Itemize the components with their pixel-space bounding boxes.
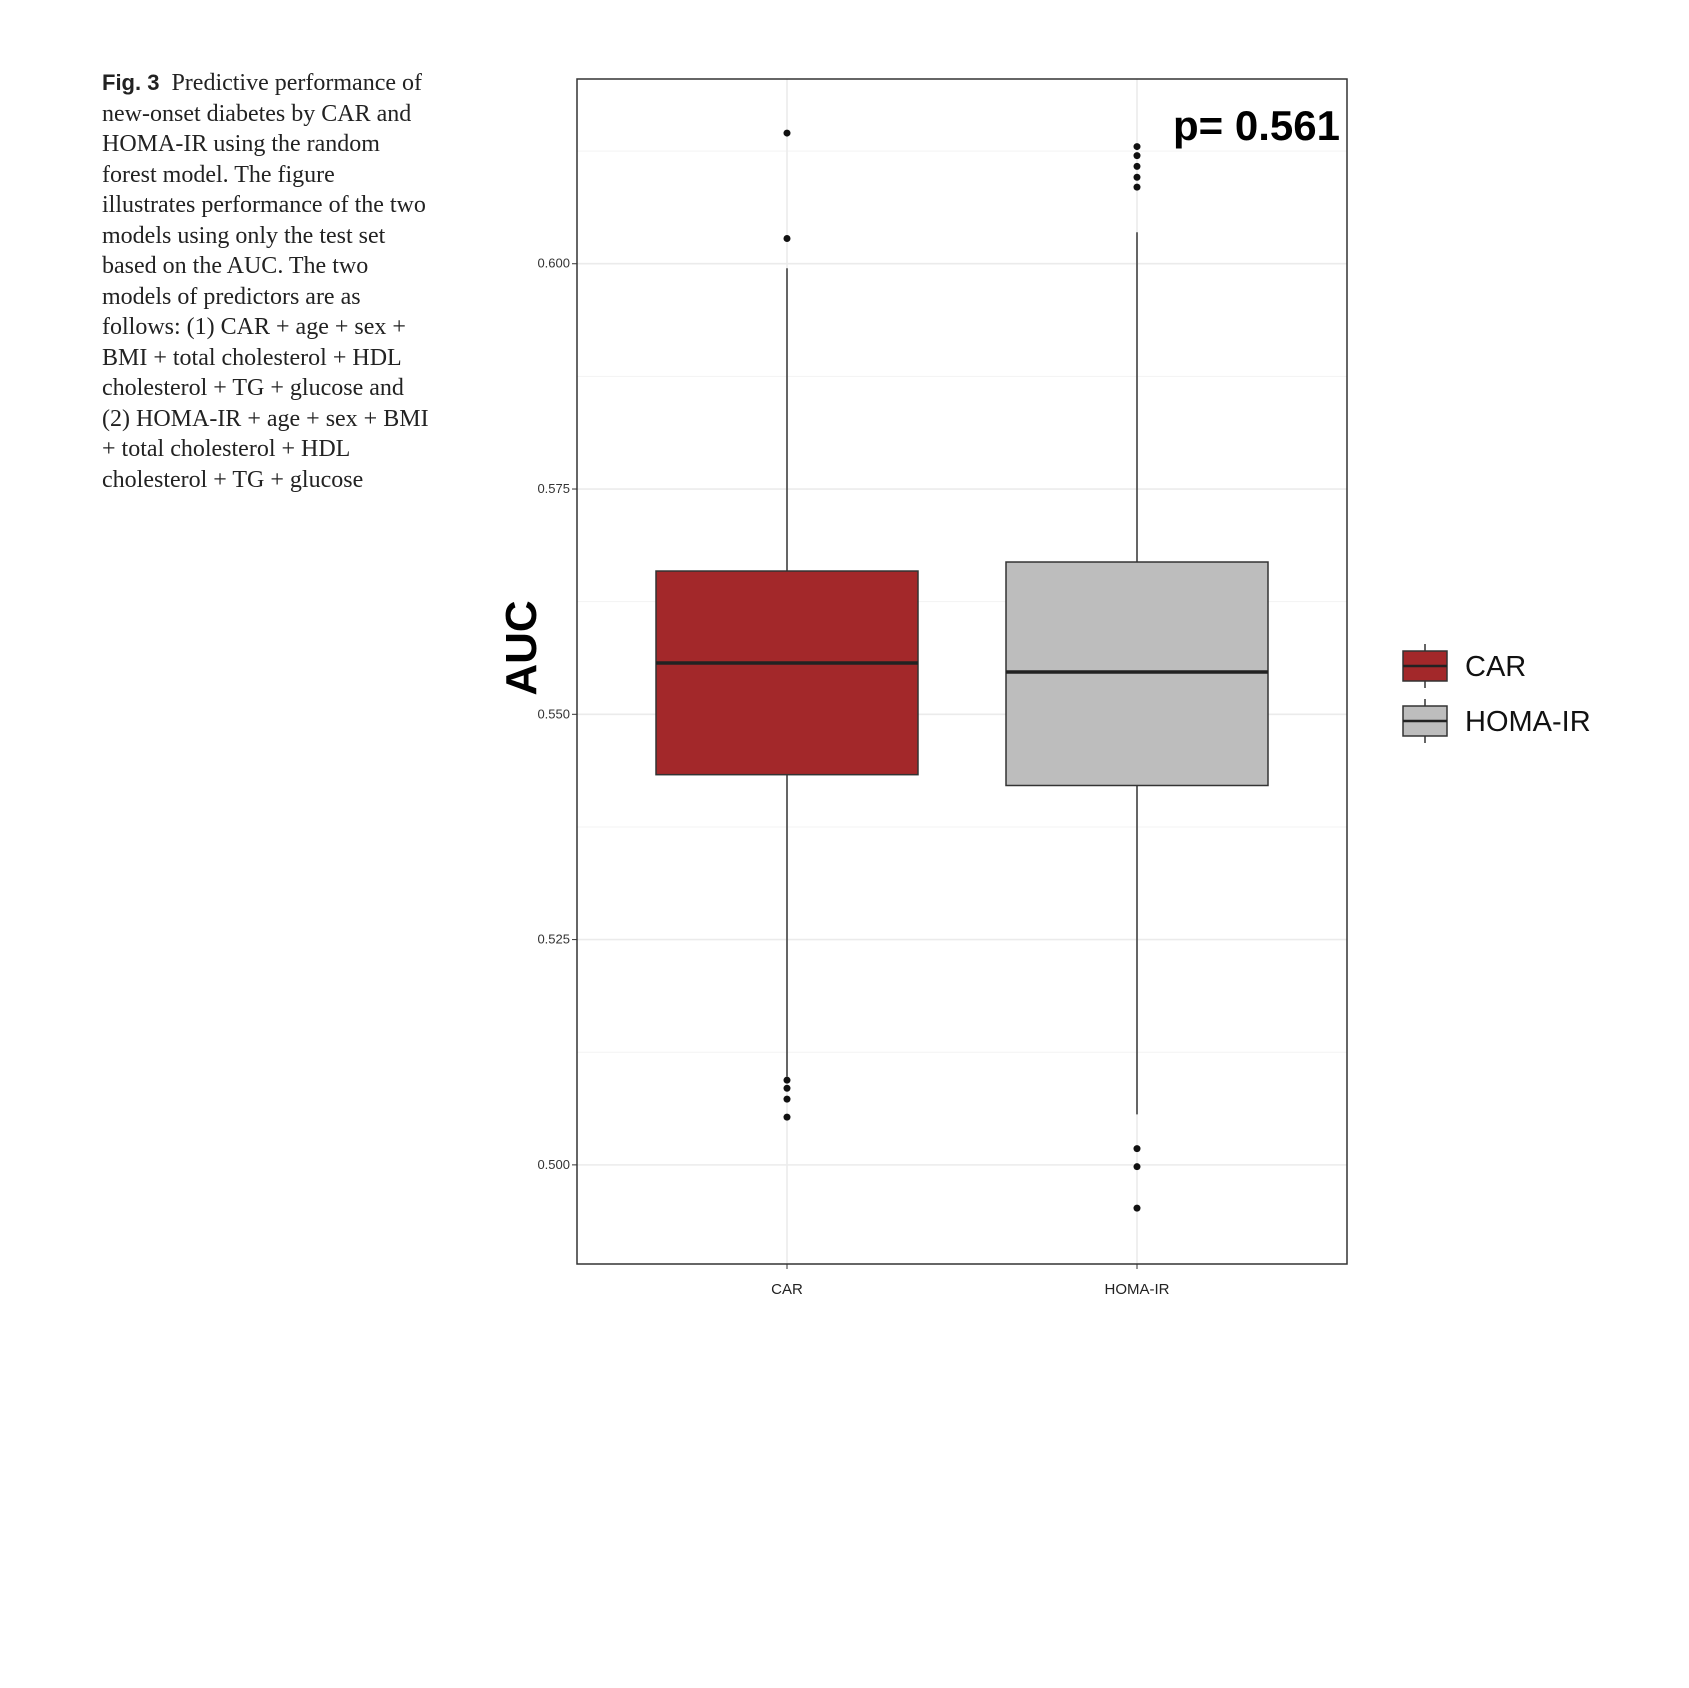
y-tick-label: 0.600 bbox=[537, 255, 570, 271]
box-body bbox=[1006, 562, 1268, 785]
box-car bbox=[656, 130, 918, 1121]
outlier-point bbox=[784, 130, 791, 137]
legend-label: HOMA-IR bbox=[1465, 706, 1591, 738]
legend-item-car bbox=[1403, 644, 1526, 688]
outlier-point bbox=[784, 1114, 791, 1121]
y-tick-label: 0.550 bbox=[537, 706, 570, 722]
box-homa-ir bbox=[1006, 143, 1268, 1212]
y-axis bbox=[537, 256, 577, 1172]
outlier-point bbox=[1134, 1163, 1141, 1170]
outlier-point bbox=[784, 1077, 791, 1084]
legend bbox=[1403, 644, 1591, 743]
outlier-point bbox=[1134, 1145, 1141, 1152]
box-body bbox=[656, 571, 918, 775]
caption-text: Predictive performance of new-onset diabetes by CAR and HOMA-IR using the random forest model. The figure illustrates performance of the two models using only the test set based on the AUC. The two models of predictors are as follows: (1) CAR + age + sex + BMI + total cholesterol + HDL cholesterol + TG + glucose and (2) HOMA-IR + age + sex + BMI + total cholesterol + HDL cholesterol + TG + glucose bbox=[102, 70, 429, 493]
legend-label: CAR bbox=[1465, 651, 1527, 683]
p-value-annotation: p= 0.561 bbox=[1173, 102, 1340, 149]
outlier-point bbox=[1134, 143, 1141, 150]
y-tick-label: 0.575 bbox=[537, 481, 570, 497]
boxplot-series bbox=[656, 130, 1268, 1212]
x-tick-label: HOMA-IR bbox=[1104, 1281, 1170, 1298]
outlier-point bbox=[784, 1085, 791, 1092]
outlier-point bbox=[1134, 152, 1141, 159]
y-tick-label: 0.500 bbox=[537, 1156, 570, 1172]
outlier-point bbox=[1134, 1205, 1141, 1212]
outlier-point bbox=[784, 235, 791, 242]
outlier-point bbox=[1134, 163, 1141, 170]
outlier-point bbox=[1134, 174, 1141, 181]
outlier-point bbox=[784, 1096, 791, 1103]
y-tick-label: 0.525 bbox=[537, 931, 570, 947]
x-axis bbox=[771, 1264, 1169, 1298]
y-axis-title: AUC bbox=[497, 600, 546, 696]
x-tick-label: CAR bbox=[771, 1281, 803, 1298]
figure-label: Fig. 3 bbox=[102, 70, 160, 95]
legend-item-homa-ir bbox=[1403, 699, 1591, 743]
outlier-point bbox=[1134, 184, 1141, 191]
